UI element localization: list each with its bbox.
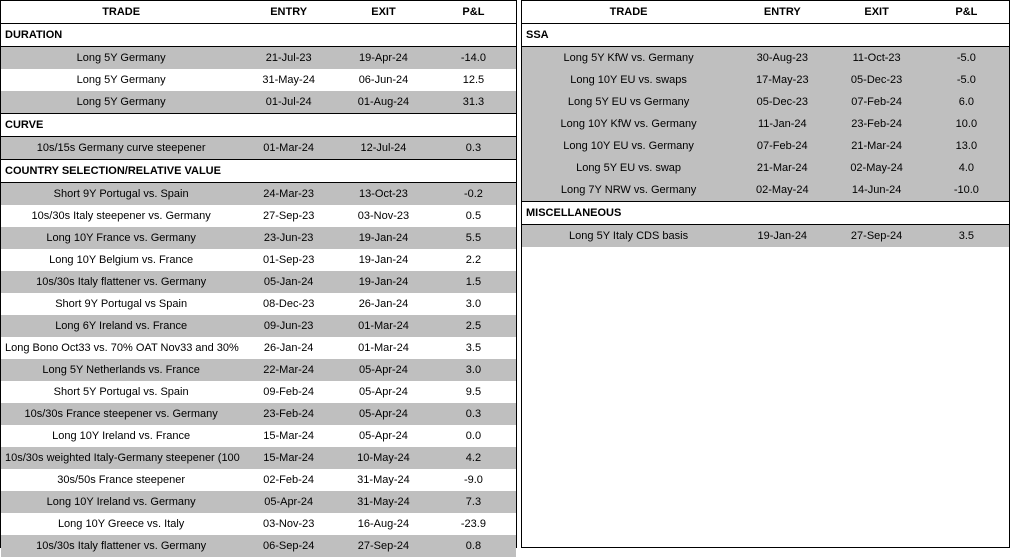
table-header-row bbox=[1, 1, 516, 24]
cell-trade: 30s/50s France steepener bbox=[1, 469, 241, 491]
section-header-row bbox=[522, 202, 1009, 225]
cell-trade: 10s/30s weighted Italy-Germany steepener (100 bbox=[1, 447, 241, 469]
cell-entry: 06-Sep-24 bbox=[241, 535, 336, 557]
table-row bbox=[522, 135, 1009, 157]
section-header-label: MISCELLANEOUS bbox=[522, 202, 1009, 225]
cell-exit: 02-May-24 bbox=[829, 157, 923, 179]
cell-pnl: 0.0 bbox=[431, 425, 516, 447]
cell-trade: 10s/15s Germany curve steepener bbox=[1, 137, 241, 160]
column-header-exit: EXIT bbox=[829, 1, 923, 24]
cell-pnl: 31.3 bbox=[431, 91, 516, 114]
cell-pnl: 12.5 bbox=[431, 69, 516, 91]
cell-pnl: 4.0 bbox=[924, 157, 1009, 179]
cell-pnl: -14.0 bbox=[431, 47, 516, 70]
table-row bbox=[522, 113, 1009, 135]
cell-trade: Long 10Y KfW vs. Germany bbox=[522, 113, 735, 135]
right-table-head bbox=[522, 1, 1009, 24]
cell-trade: 10s/30s France steepener vs. Germany bbox=[1, 403, 241, 425]
right-trade-table-panel bbox=[521, 0, 1010, 548]
section-header-label: CURVE bbox=[1, 114, 516, 137]
cell-exit: 14-Jun-24 bbox=[829, 179, 923, 202]
cell-trade: Long 5Y Netherlands vs. France bbox=[1, 359, 241, 381]
cell-entry: 08-Dec-23 bbox=[241, 293, 336, 315]
cell-exit: 05-Apr-24 bbox=[336, 381, 431, 403]
cell-pnl: 2.5 bbox=[431, 315, 516, 337]
cell-exit: 07-Feb-24 bbox=[829, 91, 923, 113]
table-header-row bbox=[522, 1, 1009, 24]
table-row bbox=[1, 227, 516, 249]
cell-pnl: -0.2 bbox=[431, 183, 516, 206]
cell-trade: 10s/30s Italy flattener vs. Germany bbox=[1, 535, 241, 557]
table-row bbox=[1, 381, 516, 403]
table-row bbox=[1, 91, 516, 114]
table-row bbox=[1, 491, 516, 513]
cell-trade: Long 5Y Italy CDS basis bbox=[522, 225, 735, 248]
cell-pnl: 0.8 bbox=[431, 535, 516, 557]
column-header-pnl: P&L bbox=[924, 1, 1009, 24]
table-row bbox=[1, 47, 516, 70]
table-row bbox=[1, 249, 516, 271]
cell-trade: Short 9Y Portugal vs Spain bbox=[1, 293, 241, 315]
table-row bbox=[1, 359, 516, 381]
cell-pnl: 3.0 bbox=[431, 293, 516, 315]
table-row bbox=[1, 137, 516, 160]
cell-trade: Long 10Y EU vs. swaps bbox=[522, 69, 735, 91]
table-row bbox=[1, 271, 516, 293]
cell-entry: 05-Apr-24 bbox=[241, 491, 336, 513]
cell-entry: 05-Jan-24 bbox=[241, 271, 336, 293]
cell-pnl: 0.3 bbox=[431, 137, 516, 160]
cell-exit: 21-Mar-24 bbox=[829, 135, 923, 157]
cell-trade: Long Bono Oct33 vs. 70% OAT Nov33 and 30% bbox=[1, 337, 241, 359]
table-row bbox=[1, 513, 516, 535]
cell-trade: Long 5Y Germany bbox=[1, 69, 241, 91]
cell-exit: 05-Apr-24 bbox=[336, 359, 431, 381]
cell-pnl: 3.5 bbox=[431, 337, 516, 359]
table-row bbox=[522, 69, 1009, 91]
cell-entry: 01-Jul-24 bbox=[241, 91, 336, 114]
table-row bbox=[522, 91, 1009, 113]
cell-exit: 19-Jan-24 bbox=[336, 271, 431, 293]
right-table-body bbox=[522, 24, 1009, 248]
cell-exit: 12-Jul-24 bbox=[336, 137, 431, 160]
table-row bbox=[1, 205, 516, 227]
cell-entry: 01-Sep-23 bbox=[241, 249, 336, 271]
section-header-label: COUNTRY SELECTION/RELATIVE VALUE bbox=[1, 160, 516, 183]
cell-entry: 31-May-24 bbox=[241, 69, 336, 91]
left-trade-table bbox=[1, 1, 516, 557]
cell-entry: 03-Nov-23 bbox=[241, 513, 336, 535]
column-header-trade: TRADE bbox=[522, 1, 735, 24]
cell-trade: 10s/30s Italy flattener vs. Germany bbox=[1, 271, 241, 293]
cell-entry: 21-Mar-24 bbox=[735, 157, 829, 179]
section-header-label: DURATION bbox=[1, 24, 516, 47]
cell-trade: Short 9Y Portugal vs. Spain bbox=[1, 183, 241, 206]
cell-exit: 27-Sep-24 bbox=[829, 225, 923, 248]
cell-exit: 01-Aug-24 bbox=[336, 91, 431, 114]
cell-exit: 23-Feb-24 bbox=[829, 113, 923, 135]
cell-entry: 11-Jan-24 bbox=[735, 113, 829, 135]
cell-exit: 01-Mar-24 bbox=[336, 315, 431, 337]
cell-entry: 19-Jan-24 bbox=[735, 225, 829, 248]
cell-entry: 01-Mar-24 bbox=[241, 137, 336, 160]
column-header-pnl: P&L bbox=[431, 1, 516, 24]
cell-pnl: 3.0 bbox=[431, 359, 516, 381]
cell-exit: 05-Apr-24 bbox=[336, 403, 431, 425]
table-row bbox=[522, 157, 1009, 179]
column-header-exit: EXIT bbox=[336, 1, 431, 24]
cell-pnl: -5.0 bbox=[924, 47, 1009, 70]
column-header-trade: TRADE bbox=[1, 1, 241, 24]
section-header-row bbox=[1, 114, 516, 137]
cell-entry: 26-Jan-24 bbox=[241, 337, 336, 359]
cell-trade: Long 5Y EU vs Germany bbox=[522, 91, 735, 113]
cell-pnl: 13.0 bbox=[924, 135, 1009, 157]
cell-pnl: 3.5 bbox=[924, 225, 1009, 248]
column-header-entry: ENTRY bbox=[735, 1, 829, 24]
cell-exit: 06-Jun-24 bbox=[336, 69, 431, 91]
cell-exit: 19-Jan-24 bbox=[336, 227, 431, 249]
table-row bbox=[1, 535, 516, 557]
cell-entry: 24-Mar-23 bbox=[241, 183, 336, 206]
cell-trade: Long 10Y Greece vs. Italy bbox=[1, 513, 241, 535]
cell-exit: 03-Nov-23 bbox=[336, 205, 431, 227]
cell-pnl: 5.5 bbox=[431, 227, 516, 249]
cell-pnl: 4.2 bbox=[431, 447, 516, 469]
cell-exit: 31-May-24 bbox=[336, 491, 431, 513]
cell-pnl: 6.0 bbox=[924, 91, 1009, 113]
cell-trade: Long 10Y EU vs. Germany bbox=[522, 135, 735, 157]
cell-entry: 30-Aug-23 bbox=[735, 47, 829, 70]
table-row bbox=[1, 425, 516, 447]
section-header-row bbox=[1, 24, 516, 47]
cell-entry: 15-Mar-24 bbox=[241, 447, 336, 469]
table-row bbox=[522, 47, 1009, 70]
cell-entry: 23-Feb-24 bbox=[241, 403, 336, 425]
cell-trade: Long 10Y Belgium vs. France bbox=[1, 249, 241, 271]
table-row bbox=[1, 315, 516, 337]
cell-exit: 16-Aug-24 bbox=[336, 513, 431, 535]
cell-trade: Long 6Y Ireland vs. France bbox=[1, 315, 241, 337]
cell-entry: 21-Jul-23 bbox=[241, 47, 336, 70]
cell-entry: 09-Jun-23 bbox=[241, 315, 336, 337]
table-row bbox=[1, 69, 516, 91]
left-table-head bbox=[1, 1, 516, 24]
table-row bbox=[1, 293, 516, 315]
cell-pnl: -10.0 bbox=[924, 179, 1009, 202]
cell-exit: 05-Apr-24 bbox=[336, 425, 431, 447]
cell-entry: 05-Dec-23 bbox=[735, 91, 829, 113]
cell-entry: 22-Mar-24 bbox=[241, 359, 336, 381]
cell-pnl: -9.0 bbox=[431, 469, 516, 491]
cell-pnl: 10.0 bbox=[924, 113, 1009, 135]
section-header-row bbox=[1, 160, 516, 183]
cell-pnl: 0.3 bbox=[431, 403, 516, 425]
cell-exit: 10-May-24 bbox=[336, 447, 431, 469]
cell-trade: Long 5Y EU vs. swap bbox=[522, 157, 735, 179]
cell-entry: 15-Mar-24 bbox=[241, 425, 336, 447]
cell-trade: Long 7Y NRW vs. Germany bbox=[522, 179, 735, 202]
cell-entry: 02-May-24 bbox=[735, 179, 829, 202]
cell-entry: 17-May-23 bbox=[735, 69, 829, 91]
cell-pnl: -5.0 bbox=[924, 69, 1009, 91]
table-row bbox=[1, 447, 516, 469]
table-row bbox=[1, 183, 516, 206]
cell-trade: 10s/30s Italy steepener vs. Germany bbox=[1, 205, 241, 227]
cell-entry: 02-Feb-24 bbox=[241, 469, 336, 491]
table-row bbox=[1, 403, 516, 425]
cell-entry: 07-Feb-24 bbox=[735, 135, 829, 157]
cell-exit: 26-Jan-24 bbox=[336, 293, 431, 315]
cell-trade: Long 5Y Germany bbox=[1, 47, 241, 70]
cell-entry: 23-Jun-23 bbox=[241, 227, 336, 249]
cell-trade: Long 5Y Germany bbox=[1, 91, 241, 114]
cell-trade: Short 5Y Portugal vs. Spain bbox=[1, 381, 241, 403]
cell-exit: 05-Dec-23 bbox=[829, 69, 923, 91]
cell-trade: Long 5Y KfW vs. Germany bbox=[522, 47, 735, 70]
table-row bbox=[1, 337, 516, 359]
table-row bbox=[1, 469, 516, 491]
cell-exit: 27-Sep-24 bbox=[336, 535, 431, 557]
cell-exit: 11-Oct-23 bbox=[829, 47, 923, 70]
cell-trade: Long 10Y Ireland vs. France bbox=[1, 425, 241, 447]
cell-exit: 31-May-24 bbox=[336, 469, 431, 491]
cell-entry: 09-Feb-24 bbox=[241, 381, 336, 403]
cell-pnl: 7.3 bbox=[431, 491, 516, 513]
section-header-row bbox=[522, 24, 1009, 47]
cell-exit: 13-Oct-23 bbox=[336, 183, 431, 206]
right-trade-table bbox=[522, 1, 1009, 247]
cell-exit: 19-Jan-24 bbox=[336, 249, 431, 271]
cell-exit: 19-Apr-24 bbox=[336, 47, 431, 70]
left-table-body bbox=[1, 24, 516, 557]
cell-entry: 27-Sep-23 bbox=[241, 205, 336, 227]
cell-pnl: -23.9 bbox=[431, 513, 516, 535]
cell-trade: Long 10Y France vs. Germany bbox=[1, 227, 241, 249]
cell-pnl: 0.5 bbox=[431, 205, 516, 227]
cell-pnl: 1.5 bbox=[431, 271, 516, 293]
cell-trade: Long 10Y Ireland vs. Germany bbox=[1, 491, 241, 513]
table-row bbox=[522, 225, 1009, 248]
section-header-label: SSA bbox=[522, 24, 1009, 47]
cell-exit: 01-Mar-24 bbox=[336, 337, 431, 359]
cell-pnl: 9.5 bbox=[431, 381, 516, 403]
column-header-entry: ENTRY bbox=[241, 1, 336, 24]
table-row bbox=[522, 179, 1009, 202]
cell-pnl: 2.2 bbox=[431, 249, 516, 271]
